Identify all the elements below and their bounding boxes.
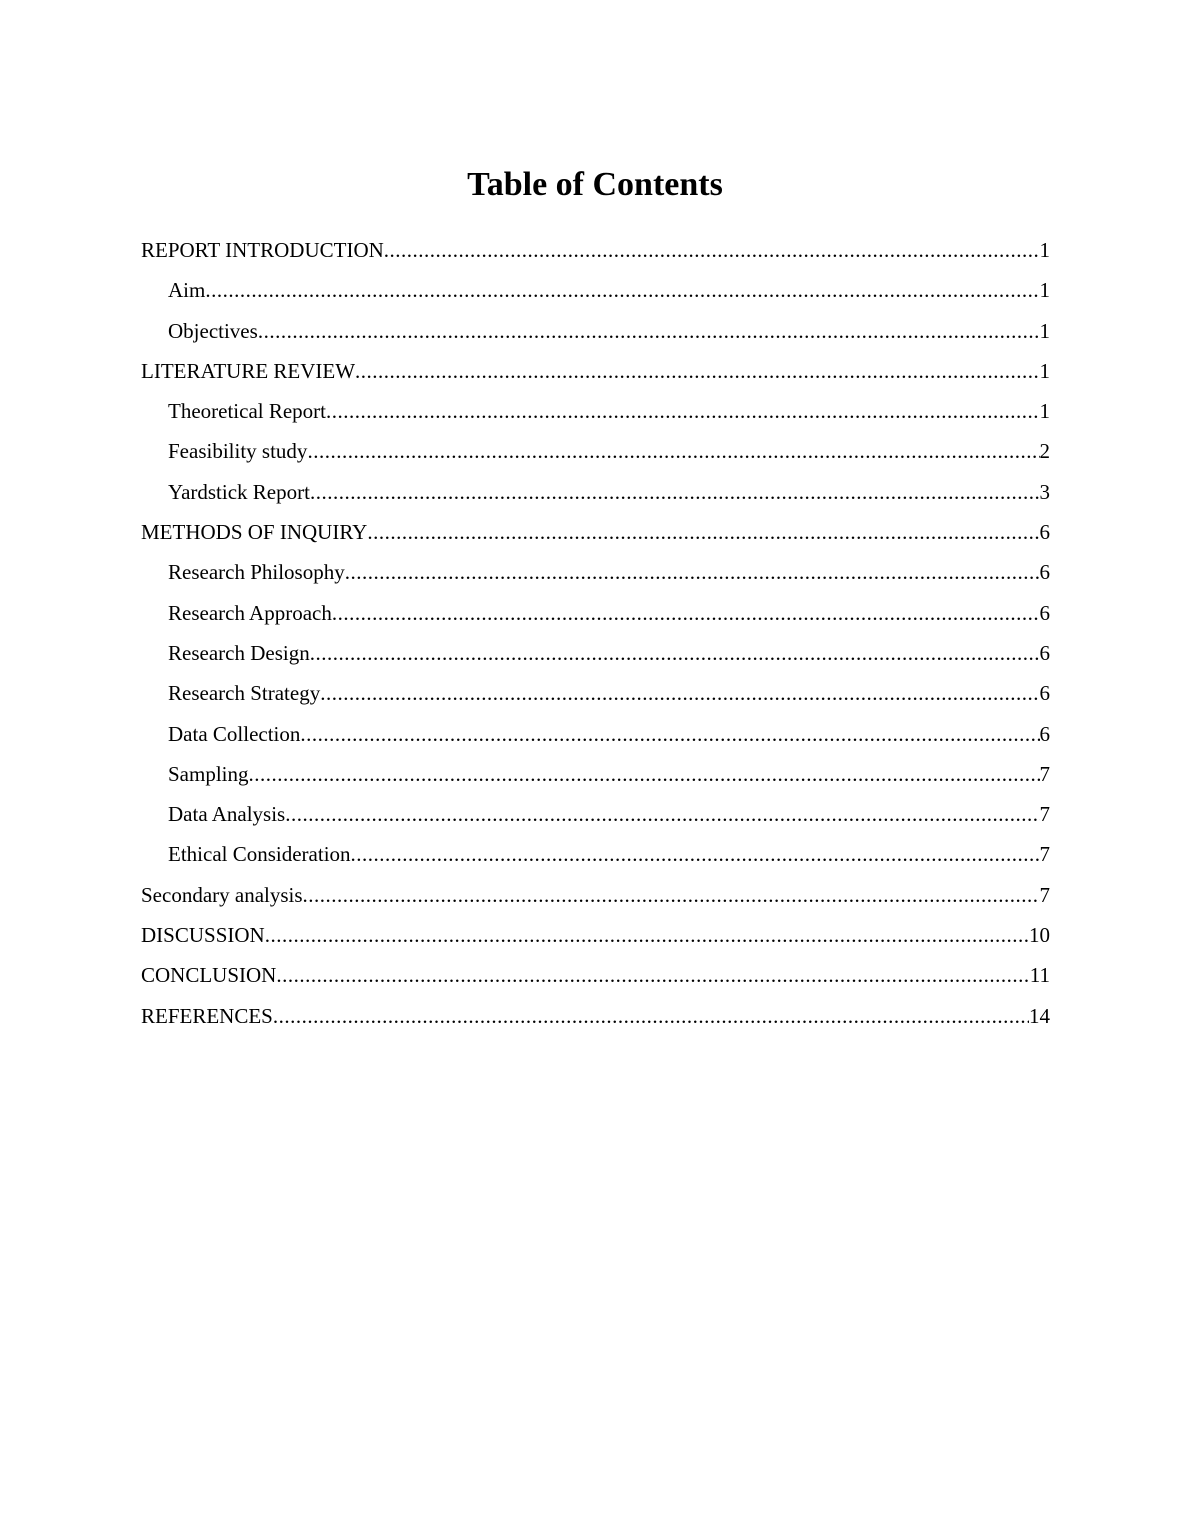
toc-entry-page-number: 1 (1039, 238, 1050, 262)
toc-dot-leader (276, 957, 1029, 993)
toc-entry-label: Theoretical Report (168, 399, 327, 424)
toc-entry-page-number: 6 (1039, 640, 1050, 665)
toc-entry-label: REPORT INTRODUCTION (141, 238, 384, 262)
toc-entry-label: Aim (168, 278, 206, 303)
toc-entry-label: Ethical Consideration (168, 842, 351, 867)
toc-entry-label: LITERATURE REVIEW (141, 358, 356, 383)
toc-entry-page-number: 6 (1039, 560, 1050, 585)
toc-entry-label: REFERENCES (141, 1003, 273, 1028)
toc-entry[interactable] (141, 998, 1050, 1038)
toc-entry[interactable] (141, 433, 1050, 473)
toc-entry[interactable] (141, 272, 1050, 312)
toc-entry[interactable] (141, 313, 1050, 353)
toc-entry-page-number: 1 (1039, 399, 1050, 424)
toc-entry-page-number: 6 (1039, 600, 1050, 625)
toc-entry-page-number: 6 (1039, 721, 1050, 746)
toc-dot-leader (310, 474, 1040, 510)
toc-entry[interactable] (141, 877, 1050, 917)
toc-title: Table of Contents (467, 166, 723, 203)
toc-entry-label: Data Collection (168, 721, 301, 746)
toc-dot-leader (300, 716, 1039, 752)
toc-dot-leader (310, 635, 1040, 671)
toc-dot-leader (326, 393, 1039, 429)
toc-dot-leader (285, 796, 1039, 832)
toc-entry-label: Research Strategy (168, 681, 321, 706)
toc-entry-label: METHODS OF INQUIRY (141, 520, 368, 545)
toc-entry-label: Feasibility study (168, 439, 308, 464)
toc-entry[interactable] (141, 393, 1050, 433)
toc-list (141, 232, 1050, 1038)
toc-dot-leader (307, 433, 1039, 469)
toc-dot-leader (273, 998, 1029, 1034)
toc-entry-page-number: 1 (1039, 318, 1050, 343)
toc-entry-label: Data Analysis (168, 802, 286, 827)
toc-entry[interactable] (141, 796, 1050, 836)
toc-entry-page-number: 6 (1039, 520, 1050, 545)
toc-entry[interactable] (141, 716, 1050, 756)
toc-entry-label: CONCLUSION (141, 963, 277, 988)
toc-entry-label: DISCUSSION (141, 923, 265, 948)
toc-entry-page-number: 1 (1039, 278, 1050, 303)
toc-entry-label: Sampling (168, 761, 249, 786)
toc-entry-label: Yardstick Report (168, 479, 310, 504)
toc-entry-page-number: 7 (1039, 882, 1050, 907)
toc-entry-page-number: 1 (1039, 358, 1050, 383)
toc-entry[interactable] (141, 353, 1050, 393)
toc-dot-leader (332, 595, 1040, 631)
toc-entry-page-number: 14 (1029, 1003, 1050, 1028)
toc-dot-leader (367, 514, 1039, 550)
toc-entry[interactable] (141, 232, 1050, 272)
toc-dot-leader (320, 675, 1039, 711)
toc-entry-page-number: 7 (1039, 802, 1050, 827)
toc-entry-page-number: 11 (1029, 963, 1050, 988)
toc-dot-leader (355, 353, 1039, 389)
toc-entry-page-number: 6 (1039, 681, 1050, 706)
toc-entry-label: Research Approach (168, 600, 332, 625)
toc-entry[interactable] (141, 514, 1050, 554)
toc-dot-leader (265, 917, 1029, 953)
toc-dot-leader (351, 836, 1040, 872)
toc-dot-leader (345, 554, 1040, 590)
toc-entry-page-number: 7 (1039, 761, 1050, 786)
toc-dot-leader (303, 877, 1040, 913)
toc-entry[interactable] (141, 595, 1050, 635)
toc-entry-page-number: 3 (1039, 479, 1050, 504)
toc-entry[interactable] (141, 474, 1050, 514)
toc-entry[interactable] (141, 635, 1050, 675)
toc-dot-leader (249, 756, 1040, 792)
toc-entry[interactable] (141, 554, 1050, 594)
toc-entry-page-number: 10 (1029, 923, 1050, 948)
toc-dot-leader (205, 272, 1039, 308)
toc-entry-label: Research Philosophy (168, 560, 345, 585)
toc-entry[interactable] (141, 957, 1050, 997)
toc-entry[interactable] (141, 836, 1050, 876)
toc-entry-page-number: 2 (1039, 439, 1050, 464)
toc-entry-label: Objectives (168, 318, 258, 343)
toc-entry[interactable] (141, 675, 1050, 715)
toc-entry[interactable] (141, 917, 1050, 957)
toc-dot-leader (258, 313, 1040, 349)
toc-entry-page-number: 7 (1039, 842, 1050, 867)
toc-dot-leader (384, 232, 1040, 268)
toc-entry[interactable] (141, 756, 1050, 796)
toc-entry-label: Research Design (168, 640, 310, 665)
toc-entry-label: Secondary analysis (141, 882, 303, 907)
